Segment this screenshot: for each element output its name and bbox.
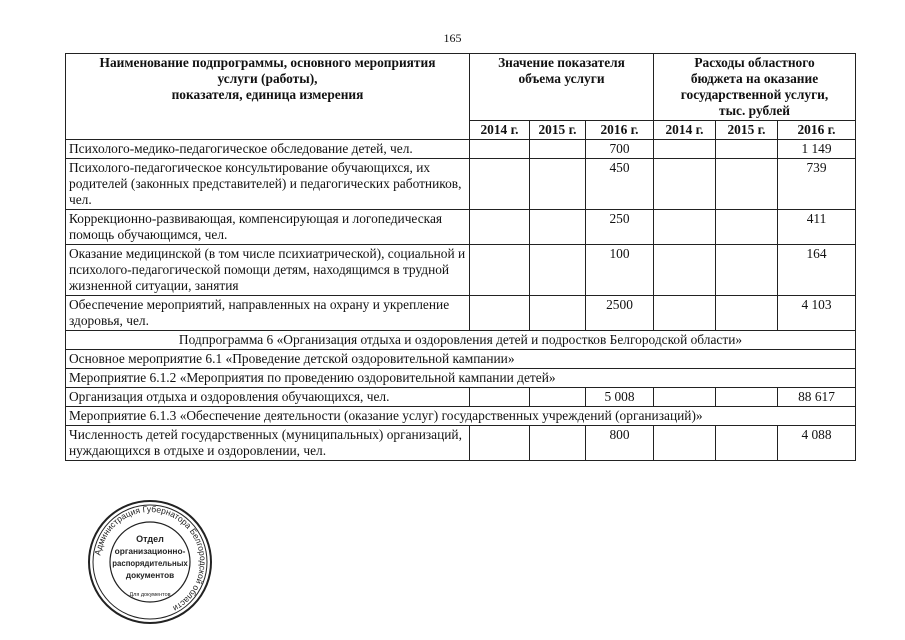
stamp-inner-line4: документов (125, 571, 175, 580)
cell-empty (530, 210, 586, 245)
budget-2016: 1 149 (778, 140, 856, 159)
cell-empty (470, 159, 530, 210)
value-2016: 450 (586, 159, 654, 210)
cell-empty (530, 245, 586, 296)
cell-empty (716, 426, 778, 461)
header-name-line2: услуги (работы), (217, 71, 318, 86)
year-header: 2014 г. (470, 121, 530, 140)
budget-2016: 411 (778, 210, 856, 245)
row-name: Психолого-медико-педагогическое обследование детей, чел. (66, 140, 470, 159)
year-header: 2015 г. (716, 121, 778, 140)
cell-empty (716, 388, 778, 407)
table-row (66, 210, 856, 245)
cell-empty (716, 140, 778, 159)
table-row (66, 140, 856, 159)
header-budget-cell (654, 54, 856, 121)
row-name: Оказание медицинской (в том числе психиатрической), социальной и психолого-педагогической помощи детям, находящимся в трудной жизненной ситуации, занятия (66, 245, 470, 296)
subprogram-row (66, 331, 856, 350)
table-row (66, 159, 856, 210)
stamp-inner-line3: распорядительных (112, 559, 188, 568)
header-row (66, 54, 856, 121)
page-number: 165 (443, 31, 462, 45)
budget-2016: 4 088 (778, 426, 856, 461)
header-budget-line4: тыс. рублей (719, 103, 791, 118)
value-2016: 800 (586, 426, 654, 461)
cell-empty (654, 388, 716, 407)
event-row (66, 369, 856, 388)
value-2016: 5 008 (586, 388, 654, 407)
header-name-line3: показателя, единица измерения (171, 87, 364, 102)
cell-empty (716, 210, 778, 245)
table-row (66, 426, 856, 461)
event-row (66, 407, 856, 426)
cell-empty (716, 245, 778, 296)
stamp-outer-textpath: Администрация Губернатора Белгородской области (92, 503, 209, 614)
cell-empty (654, 426, 716, 461)
header-volume-line1: Значение показателя (498, 55, 625, 70)
cell-empty (470, 245, 530, 296)
event-title: Мероприятие 6.1.2 «Мероприятия по проведению оздоровительной кампании детей» (66, 369, 856, 388)
official-stamp (86, 498, 214, 626)
cell-empty (470, 140, 530, 159)
header-name-cell (66, 54, 470, 140)
cell-empty (654, 210, 716, 245)
main-event-row (66, 350, 856, 369)
value-2016: 100 (586, 245, 654, 296)
cell-empty (530, 159, 586, 210)
row-name: Обеспечение мероприятий, направленных на охрану и укрепление здоровья, чел. (66, 296, 470, 331)
cell-empty (470, 426, 530, 461)
table-row (66, 296, 856, 331)
stamp-inner-line2: организационно- (114, 546, 186, 556)
budget-2016: 164 (778, 245, 856, 296)
cell-empty (470, 388, 530, 407)
table-row (66, 388, 856, 407)
cell-empty (530, 426, 586, 461)
header-budget-line2: бюджета на оказание (690, 71, 819, 86)
stamp-inner-line1: Отдел (136, 534, 164, 544)
row-name: Численность детей государственных (муниципальных) организаций, нуждающихся в отдыхе и оздоровлении, чел. (66, 426, 470, 461)
cell-empty (716, 296, 778, 331)
services-table (65, 53, 856, 461)
year-header: 2016 г. (586, 121, 654, 140)
event-title: Мероприятие 6.1.3 «Обеспечение деятельности (оказание услуг) государственных учреждений (организаций)» (66, 407, 856, 426)
value-2016: 2500 (586, 296, 654, 331)
cell-empty (654, 245, 716, 296)
cell-empty (716, 159, 778, 210)
year-header: 2016 г. (778, 121, 856, 140)
budget-2016: 4 103 (778, 296, 856, 331)
cell-empty (530, 388, 586, 407)
row-name: Коррекционно-развивающая, компенсирующая и логопедическая помощь обучающимся, чел. (66, 210, 470, 245)
stamp-bottom-text: Для документов (129, 592, 171, 598)
cell-empty (470, 210, 530, 245)
cell-empty (470, 296, 530, 331)
header-name-line1: Наименование подпрограммы, основного мероприятия (99, 55, 436, 70)
row-name: Психолого-педагогическое консультирование обучающихся, их родителей (законных представителей) и педагогических работников, чел. (66, 159, 470, 210)
budget-2016: 88 617 (778, 388, 856, 407)
cell-empty (530, 296, 586, 331)
row-name: Организация отдыха и оздоровления обучающихся, чел. (66, 388, 470, 407)
value-2016: 250 (586, 210, 654, 245)
year-header: 2015 г. (530, 121, 586, 140)
header-volume-cell (470, 54, 654, 121)
cell-empty (654, 140, 716, 159)
cell-empty (654, 159, 716, 210)
budget-2016: 739 (778, 159, 856, 210)
year-header: 2014 г. (654, 121, 716, 140)
header-volume-line2: объема услуги (518, 71, 605, 86)
cell-empty (654, 296, 716, 331)
header-budget-line1: Расходы областного (694, 55, 815, 70)
cell-empty (530, 140, 586, 159)
header-budget-line3: государственной услуги, (680, 87, 829, 102)
subprogram-title: Подпрограмма 6 «Организация отдыха и оздоровления детей и подростков Белгородской области» (66, 331, 856, 350)
value-2016: 700 (586, 140, 654, 159)
main-event-title: Основное мероприятие 6.1 «Проведение детской оздоровительной кампании» (66, 350, 856, 369)
table-row (66, 245, 856, 296)
